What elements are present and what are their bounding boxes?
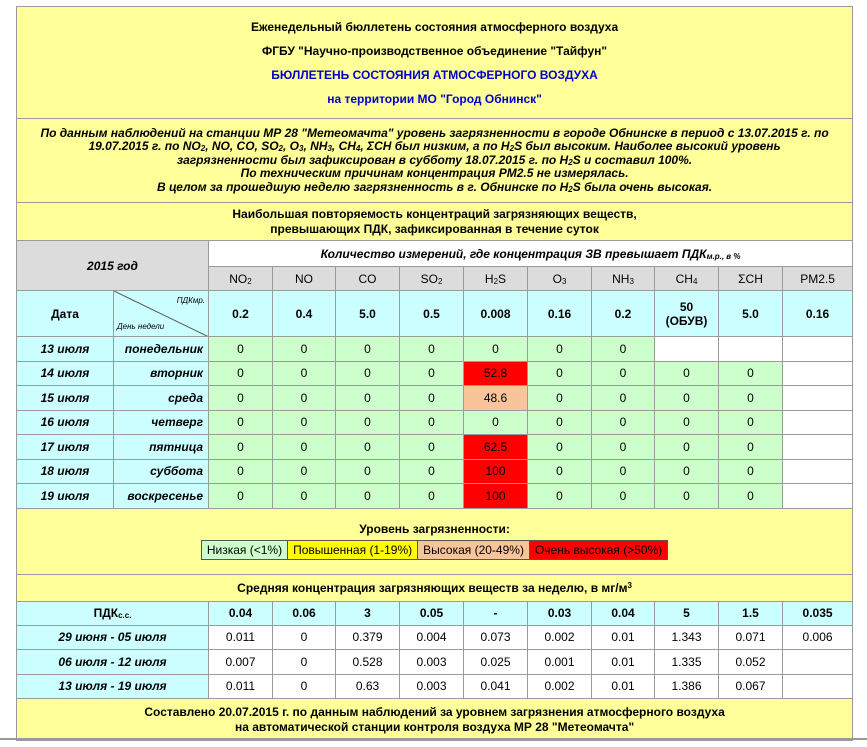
week-value: 0.63 <box>336 674 400 699</box>
pdk-mr-number: 0.4 <box>295 306 313 321</box>
week-row <box>17 625 853 650</box>
day-value: 0 <box>209 386 273 411</box>
day-value: 0 <box>273 435 336 460</box>
day-value: 0 <box>719 484 783 509</box>
pdk-ss-value: 0.04 <box>592 601 655 625</box>
day-value: 0 <box>528 386 592 411</box>
day-value: 0 <box>719 435 783 460</box>
legend <box>201 540 668 560</box>
day-value: 0 <box>655 435 719 460</box>
section1-title-row <box>17 203 853 241</box>
pdk-mr-value <box>209 291 273 337</box>
week-value: 0.007 <box>209 650 273 675</box>
pollutant-name: CO <box>358 271 377 286</box>
pollutant-header <box>273 267 336 291</box>
day-weekday: суббота <box>114 459 209 484</box>
day-value: 0 <box>400 337 464 362</box>
day-value: 0 <box>592 386 655 411</box>
pollutant-header <box>655 267 719 291</box>
header-line-2: ФГБУ "Научно-производственное объединение "Тайфун" <box>262 43 608 58</box>
summary-cell <box>17 119 853 203</box>
day-value: 52.8 <box>464 361 528 386</box>
pdk-ss-value: 3 <box>336 601 400 625</box>
week-value: 0.004 <box>400 625 464 650</box>
day-row <box>17 410 853 435</box>
week-value: 0.025 <box>464 650 528 675</box>
pollutant-header <box>400 267 464 291</box>
week-period: 29 июня - 05 июля <box>17 625 209 650</box>
week-value: 0.001 <box>528 650 592 675</box>
pdk-mr-number: 5.0 <box>742 306 759 321</box>
day-row <box>17 361 853 386</box>
day-value: 0 <box>464 410 528 435</box>
day-date: 17 июля <box>17 435 114 460</box>
week-value: 1.386 <box>655 674 719 699</box>
day-value: 62.5 <box>464 435 528 460</box>
pdk-mr-value <box>336 291 400 337</box>
bottom-rule <box>0 738 867 740</box>
pdk-ss-value: 0.05 <box>400 601 464 625</box>
day-value: 0 <box>592 459 655 484</box>
footer-line-1: Составлено 20.07.2015 г. по данным наблюдений за уровнем загрязнения атмосферного воздуха <box>144 704 725 719</box>
pollutant-name: PM2.5 <box>800 271 835 286</box>
section1-title-line-2: превышающих ПДК, зафиксированная в течение суток <box>270 221 599 236</box>
week-period: 13 июля - 19 июля <box>17 674 209 699</box>
day-value: 0 <box>336 484 400 509</box>
day-value: 0 <box>336 386 400 411</box>
section2-title: Средняя концентрация загрязняющих веществ за неделю, в $мг/м^3$ <box>17 574 853 601</box>
pdk-mr-number: 0.16 <box>547 306 572 321</box>
pdk-ss-value: 1.5 <box>719 601 783 625</box>
week-value: 0.067 <box>719 674 783 699</box>
day-value: 0 <box>655 361 719 386</box>
pollutant-subscript: 4 <box>692 276 698 286</box>
week-value: 0.011 <box>209 674 273 699</box>
day-value: 0 <box>400 386 464 411</box>
legend-high: Высокая (20-49%) <box>418 541 530 559</box>
week-value <box>783 650 853 675</box>
day-value: 0 <box>655 386 719 411</box>
pollutant-header <box>528 267 592 291</box>
pollutant-subscript: 2 <box>437 276 443 286</box>
bulletin-table <box>16 6 853 741</box>
week-value: 0.071 <box>719 625 783 650</box>
day-value: 0 <box>273 361 336 386</box>
summary-line-1: По данным наблюдений на станции МР 28 "Метеомачта" уровень загрязненности в городе Обнинске в период с 13.07.2015 г. по <box>40 125 829 140</box>
day-value: 0 <box>209 337 273 362</box>
week-value: 0.002 <box>528 674 592 699</box>
day-value: 0 <box>400 459 464 484</box>
pollutant-header <box>464 267 528 291</box>
day-value: 0 <box>719 361 783 386</box>
week-value: 0.003 <box>400 674 464 699</box>
pdk-mr-row <box>17 291 853 337</box>
pollutant-header <box>209 267 273 291</box>
week-value: 1.335 <box>655 650 719 675</box>
day-value <box>719 337 783 362</box>
day-value: 0 <box>336 410 400 435</box>
day-date: 16 июля <box>17 410 114 435</box>
day-value: 0 <box>209 435 273 460</box>
day-value: 0 <box>592 410 655 435</box>
pdk-mr-number: 5.0 <box>359 306 376 321</box>
pollutant-subscript: 2 <box>247 276 252 286</box>
pollutant-header <box>783 267 853 291</box>
pdk-mr-note: (ОБУВ) <box>665 313 708 328</box>
day-value: 0 <box>655 459 719 484</box>
pdk-ss-value: 0.035 <box>783 601 853 625</box>
day-value: 0 <box>336 337 400 362</box>
day-value: 0 <box>464 337 528 362</box>
day-value: 0 <box>336 435 400 460</box>
legend-row <box>17 508 853 574</box>
pollutant-name: NH <box>612 271 630 286</box>
day-value: 0 <box>592 361 655 386</box>
day-value <box>783 435 853 460</box>
day-value: 0 <box>273 386 336 411</box>
legend-title: Уровень загрязненности: <box>359 522 510 536</box>
day-weekday: вторник <box>114 361 209 386</box>
day-value: 0 <box>400 361 464 386</box>
pdk-mr-value <box>273 291 336 337</box>
day-value: 0 <box>336 361 400 386</box>
section1-head-row <box>17 241 853 267</box>
day-date: 19 июля <box>17 484 114 509</box>
day-value: 0 <box>592 435 655 460</box>
day-date: 18 июля <box>17 459 114 484</box>
week-row <box>17 674 853 699</box>
summary-row <box>17 119 853 203</box>
legend-low: Низкая (<1%) <box>202 541 288 559</box>
pdk-ss-value: 5 <box>655 601 719 625</box>
day-value <box>655 337 719 362</box>
day-value: 0 <box>273 410 336 435</box>
summary-line-4: По техническим причинам концентрация PM2.5 не измерялась. <box>240 166 629 181</box>
pollutant-name: NO <box>295 271 313 286</box>
day-value <box>783 410 853 435</box>
pollutant-tail: S <box>498 271 507 286</box>
day-value: 0 <box>273 459 336 484</box>
day-value: 0 <box>273 484 336 509</box>
pollutant-header <box>336 267 400 291</box>
pdk-ss-value: 0.06 <box>273 601 336 625</box>
day-value: 48.6 <box>464 386 528 411</box>
day-value: 0 <box>719 410 783 435</box>
pdk-mr-number: 0.008 <box>480 306 511 321</box>
pdk-ss-row <box>17 601 853 625</box>
day-value: 100 <box>464 459 528 484</box>
week-value: 0.01 <box>592 650 655 675</box>
summary-line-3: загрязненности был зафиксирован в субботу 18.07.2015 г. по $H_2S$ и составил 100%. <box>176 152 693 167</box>
year-cell: 2015 год <box>17 241 209 291</box>
pdk-mr-number: 0.2 <box>614 306 632 321</box>
pdk-mr-value <box>655 291 719 337</box>
day-value <box>783 386 853 411</box>
day-value: 0 <box>655 410 719 435</box>
day-value <box>783 361 853 386</box>
week-value <box>783 674 853 699</box>
weekday-label: День недели <box>117 322 165 331</box>
day-value: 100 <box>464 484 528 509</box>
section2-title-row <box>17 574 853 601</box>
week-row <box>17 650 853 675</box>
day-value: 0 <box>209 410 273 435</box>
header-line-3: БЮЛЛЕТЕНЬ СОСТОЯНИЯ АТМОСФЕРНОГО ВОЗДУХА <box>271 67 598 82</box>
pdk-mr-number: 0.5 <box>423 306 440 321</box>
pollutant-name: CH <box>675 271 693 286</box>
pdk-mr-number: 0.16 <box>805 306 830 321</box>
day-date: 14 июля <box>17 361 114 386</box>
legend-cell <box>17 508 853 574</box>
pdk-ss-value: 0.03 <box>528 601 592 625</box>
day-value: 0 <box>528 435 592 460</box>
week-value: 0.011 <box>209 625 273 650</box>
day-weekday: понедельник <box>114 337 209 362</box>
pollutant-name: ΣCH <box>738 271 763 286</box>
pdk-ss-value: - <box>464 601 528 625</box>
pdk-mr-value <box>464 291 528 337</box>
pollutant-name: SO <box>420 271 438 286</box>
day-value: 0 <box>719 459 783 484</box>
header-row <box>17 7 853 119</box>
week-value: 0.002 <box>528 625 592 650</box>
pdk-mr-number: 0.2 <box>232 306 249 321</box>
pollutant-header <box>592 267 655 291</box>
legend-wrap <box>19 540 850 560</box>
header-line-1: Еженедельный бюллетень состояния атмосферного воздуха <box>251 19 619 34</box>
week-value: 0.052 <box>719 650 783 675</box>
pollutant-subscript: 3 <box>629 276 634 286</box>
week-value: 0.003 <box>400 650 464 675</box>
pollutant-name: NO <box>229 271 248 286</box>
section1-title <box>17 203 853 241</box>
pollutant-subscript: 3 <box>561 276 567 286</box>
day-date: 15 июля <box>17 386 114 411</box>
day-value: 0 <box>655 484 719 509</box>
day-weekday: пятница <box>114 435 209 460</box>
week-value: 0.041 <box>464 674 528 699</box>
pollutant-subscript: 2 <box>493 276 499 286</box>
day-row <box>17 386 853 411</box>
day-row <box>17 459 853 484</box>
footer-cell <box>17 699 853 741</box>
day-weekday: среда <box>114 386 209 411</box>
day-weekday: четверг <box>114 410 209 435</box>
day-value: 0 <box>592 484 655 509</box>
pollutant-name: H <box>484 271 494 286</box>
pdk-ss-value: 0.04 <box>209 601 273 625</box>
pollutant-header <box>719 267 783 291</box>
pollutant-name: O <box>552 271 562 286</box>
week-value: 0 <box>273 625 336 650</box>
pdk-mr-value <box>719 291 783 337</box>
count-label: Количество измерений, где концентрация ЗВ превышает $ПДК_{м.р., в \%}$ <box>209 241 853 267</box>
day-value <box>783 484 853 509</box>
section1-title-line-1: Наибольшая повторяемость концентраций загрязняющих веществ, <box>232 206 637 221</box>
day-value: 0 <box>592 337 655 362</box>
header-cell <box>17 7 853 119</box>
day-value: 0 <box>528 484 592 509</box>
day-value: 0 <box>400 435 464 460</box>
day-weekday: воскресенье <box>114 484 209 509</box>
pdk-weekday-diagonal <box>114 291 209 337</box>
day-value: 0 <box>719 386 783 411</box>
summary-line-2: 19.07.2015 г. по $NO_2$, NO, CO, $SO_2$, $O_3$, $NH_3$, $CH_4$, ΣCH был низким, а по $H_2S$ был высоким. Наиболее высокий уровень <box>88 139 781 154</box>
week-value: 0 <box>273 650 336 675</box>
pdk-mr-value <box>400 291 464 337</box>
day-value: 0 <box>209 459 273 484</box>
day-value: 0 <box>528 361 592 386</box>
week-value: 0.01 <box>592 674 655 699</box>
day-value: 0 <box>336 459 400 484</box>
week-value: 0.073 <box>464 625 528 650</box>
week-value: 0.379 <box>336 625 400 650</box>
pdk-mr-value <box>592 291 655 337</box>
day-value: 0 <box>273 337 336 362</box>
legend-elevated: Повышенная (1-19%) <box>288 541 418 559</box>
week-value: 0 <box>273 674 336 699</box>
week-value: 1.343 <box>655 625 719 650</box>
day-value: 0 <box>528 459 592 484</box>
date-label: Дата <box>17 291 114 337</box>
summary-line-5: В целом за прошедшую неделю загрязненность в г. Обнинске по $H_2S$ была очень высокая. <box>156 179 713 194</box>
day-date: 13 июля <box>17 337 114 362</box>
footer-row <box>17 699 853 741</box>
week-period: 06 июля - 12 июля <box>17 650 209 675</box>
pdk-mr-value <box>528 291 592 337</box>
day-value: 0 <box>528 337 592 362</box>
day-value: 0 <box>400 484 464 509</box>
week-value: 0.01 <box>592 625 655 650</box>
day-value: 0 <box>209 361 273 386</box>
header-line-4: на территории МО "Город Обнинск" <box>327 91 542 106</box>
day-row <box>17 337 853 362</box>
day-row <box>17 435 853 460</box>
day-value: 0 <box>209 484 273 509</box>
footer-line-2: на автоматической станции контроля воздуха МР 28 "Метеомачта" <box>234 719 635 734</box>
week-value: 0.006 <box>783 625 853 650</box>
pdk-label: ПДКмр. <box>176 296 205 305</box>
legend-very-high: Очень высокая (>50%) <box>530 541 667 559</box>
pdk-ss-label: $ПДК_{с.с.}$ <box>17 601 209 625</box>
day-value: 0 <box>400 410 464 435</box>
pdk-mr-number: 50 <box>679 299 694 314</box>
day-value <box>783 337 853 362</box>
day-row <box>17 484 853 509</box>
pdk-mr-value <box>783 291 853 337</box>
week-value: 0.528 <box>336 650 400 675</box>
day-value: 0 <box>528 410 592 435</box>
day-value <box>783 459 853 484</box>
